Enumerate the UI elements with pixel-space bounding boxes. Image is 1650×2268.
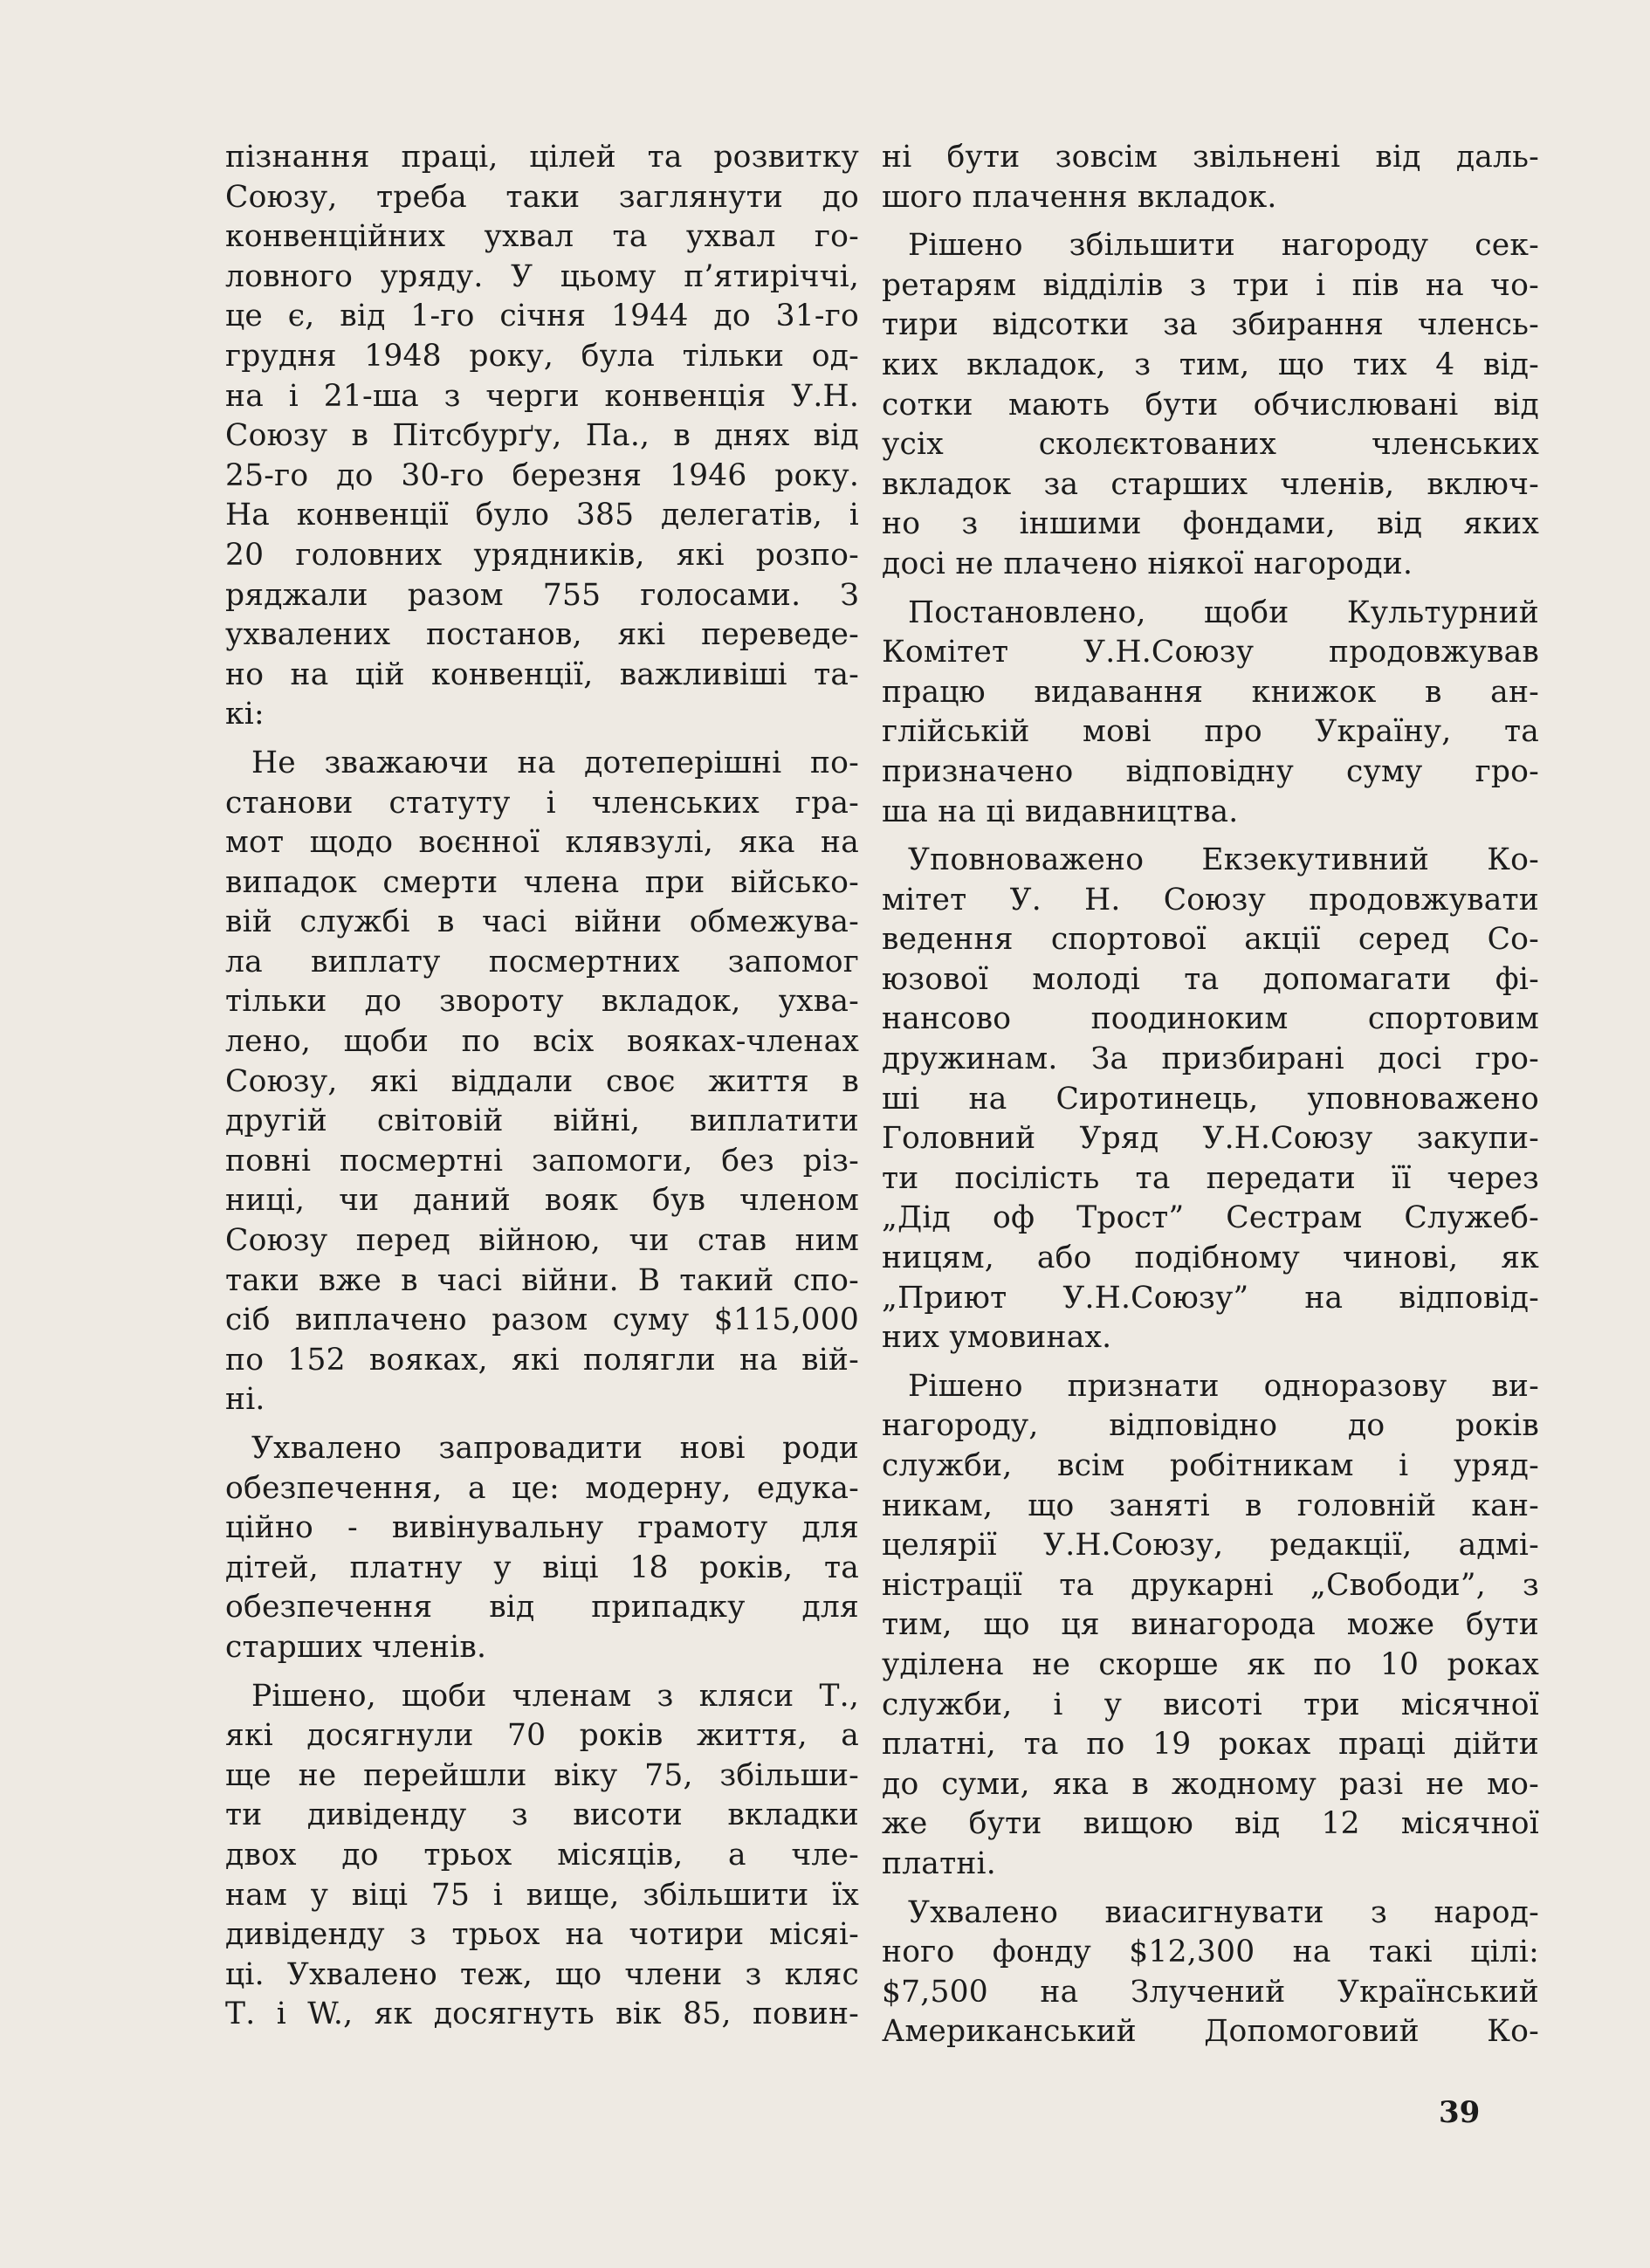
text-line: вкладок за старших членів, включ- bbox=[882, 466, 1539, 502]
text-line: повні посмертні запомоги, без різ- bbox=[225, 1143, 859, 1179]
text-line: ловного уряду. У цьому п’ятиріччі, bbox=[225, 258, 859, 294]
text-line: мот щодо воєнної клявзулі, яка на bbox=[225, 825, 859, 861]
text-line: Рішено признати одноразову ви- bbox=[908, 1368, 1539, 1404]
text-line: ти посілість та передати її через bbox=[882, 1160, 1539, 1196]
text-line: сіб виплачено разом суму $115,000 bbox=[225, 1302, 859, 1338]
text-line: ряджали разом 755 голосами. З bbox=[225, 577, 859, 613]
text-line: ного фонду $12,300 на такі цілі: bbox=[882, 1935, 1539, 1970]
text-line: обезпечення від припадку для bbox=[225, 1590, 859, 1625]
paragraph-gap bbox=[882, 832, 1539, 841]
text-line: Союзу, треба таки заглянути до bbox=[225, 179, 859, 215]
text-line: На конвенції було 385 делегатів, і bbox=[225, 498, 859, 533]
text-line: ні бути зовсім звільнені від даль- bbox=[882, 140, 1539, 175]
text-line: призначено відповідну суму гро- bbox=[882, 753, 1539, 789]
text-line: тільки до звороту вкладок, ухва- bbox=[225, 984, 859, 1020]
text-line: платні. bbox=[882, 1845, 996, 1881]
text-line: які досягнули 70 років життя, а bbox=[225, 1718, 859, 1754]
left-text-column bbox=[225, 138, 859, 2035]
text-line: же бути вищою від 12 місячної bbox=[882, 1806, 1539, 1842]
text-line: Постановлено, щоби Культурний bbox=[908, 594, 1539, 630]
text-line: Союзу, які віддали своє життя в bbox=[225, 1063, 859, 1099]
text-line: служби, і у висоті три місячної bbox=[882, 1687, 1539, 1722]
text-line: 25-го до 30-го березня 1946 року. bbox=[225, 457, 859, 493]
text-line: ла виплату посмертних запомог bbox=[225, 944, 859, 979]
text-line: $7,500 на Злучений Український bbox=[882, 1974, 1539, 2010]
text-line: них умовинах. bbox=[882, 1320, 1112, 1356]
text-line: Ухвалено запровадити нові роди bbox=[251, 1431, 859, 1466]
text-line: ницям, або подібному чинові, як bbox=[882, 1241, 1539, 1276]
text-line: дітей, платну у віці 18 років, та bbox=[225, 1550, 859, 1585]
right-text-column bbox=[882, 138, 1539, 2052]
text-line: грудня 1948 року, була тільки од- bbox=[225, 338, 859, 374]
text-line: обезпечення, а це: модерну, едука- bbox=[225, 1470, 859, 1506]
paragraph-gap bbox=[225, 1420, 859, 1429]
text-line: досі не плачено ніякої нагороди. bbox=[882, 546, 1413, 581]
text-line: юзової молоді та допомагати фі- bbox=[882, 961, 1539, 997]
text-line: ністрації та друкарні „Свободи”, з bbox=[882, 1567, 1539, 1603]
text-line: таки вже в часі війни. В такий спо- bbox=[225, 1262, 859, 1298]
text-line: уділена не скорше як по 10 роках bbox=[882, 1646, 1539, 1682]
text-line: Головний Уряд У.Н.Союзу закупи- bbox=[882, 1121, 1539, 1157]
text-line: на і 21-ша з черги конвенція У.Н. bbox=[225, 378, 859, 414]
text-line: нансово поодиноким спортовим bbox=[882, 1001, 1539, 1037]
text-line: станови статуту і членських гра- bbox=[225, 785, 859, 821]
text-line: ких вкладок, з тим, що тих 4 від- bbox=[882, 347, 1539, 382]
text-line: пізнання праці, цілей та розвитку bbox=[225, 140, 859, 175]
text-line: Союзу в Пітсбурґу, Па., в днях від bbox=[225, 418, 859, 454]
text-line: 20 головних урядників, які розпо- bbox=[225, 537, 859, 573]
text-line: Т. і W., як досягнуть вік 85, повин- bbox=[225, 1997, 859, 2032]
text-line: „Дід оф Трост” Сестрам Служеб- bbox=[882, 1200, 1539, 1236]
text-line: но з іншими фондами, від яких bbox=[882, 506, 1539, 542]
text-line: сотки мають бути обчислювані від bbox=[882, 387, 1539, 423]
text-line: Рішено, щоби членам з кляси Т., bbox=[251, 1678, 859, 1714]
text-line: мітет У. Н. Союзу продовжувати bbox=[882, 882, 1539, 918]
text-line: конвенційних ухвал та ухвал го- bbox=[225, 219, 859, 255]
text-line: ниці, чи даний вояк був членом bbox=[225, 1183, 859, 1219]
paragraph-gap bbox=[225, 1668, 859, 1677]
text-line: глійській мові про Україну, та bbox=[882, 714, 1539, 750]
text-line: платні, та по 19 роках праці дійти bbox=[882, 1727, 1539, 1763]
text-line: служби, всім робітникам і уряд- bbox=[882, 1448, 1539, 1483]
text-line: ти дивіденду з висоти вкладки bbox=[225, 1797, 859, 1833]
text-line: шого плачення вкладок. bbox=[882, 179, 1277, 215]
text-line: Рішено збільшити нагороду сек- bbox=[908, 228, 1539, 264]
text-line: ша на ці видавництва. bbox=[882, 794, 1239, 829]
text-line: лено, щоби по всіх вояках-членах bbox=[225, 1024, 859, 1060]
paragraph-gap bbox=[225, 735, 859, 744]
text-line: випадок смерти члена при військо- bbox=[225, 864, 859, 900]
paragraph-gap bbox=[882, 1885, 1539, 1893]
text-line: старших членів. bbox=[225, 1629, 487, 1665]
text-line: никам, що заняті в головній кан- bbox=[882, 1488, 1539, 1523]
text-line: ші на Сиротинець, уповноважено bbox=[882, 1081, 1539, 1117]
text-line: ретарям відділів з три і пів на чо- bbox=[882, 267, 1539, 303]
text-line: ухвалених постанов, які переведе- bbox=[225, 617, 859, 653]
text-line: до суми, яка в жодному разі не мо- bbox=[882, 1766, 1539, 1802]
paragraph-gap bbox=[882, 217, 1539, 226]
text-line: тири відсотки за збирання членсь- bbox=[882, 307, 1539, 343]
text-line: Не зважаючи на дотеперішні по- bbox=[251, 745, 859, 780]
text-line: но на цій конвенції, важливіші та- bbox=[225, 656, 859, 692]
text-line: ще не перейшли віку 75, збільши- bbox=[225, 1757, 859, 1793]
text-line: Ухвалено виасигнувати з народ- bbox=[908, 1894, 1539, 1930]
text-line: кі: bbox=[225, 697, 265, 732]
text-line: Союзу перед війною, чи став ним bbox=[225, 1223, 859, 1259]
text-line: ведення спортової акції серед Со- bbox=[882, 922, 1539, 958]
text-line: нам у віці 75 і вище, збільшити їх bbox=[225, 1877, 859, 1913]
text-line: усіх сколєктованих членських bbox=[882, 427, 1539, 463]
text-line: Американський Допомоговий Ко- bbox=[882, 2014, 1539, 2050]
text-line: ційно - вивінувальну грамоту для bbox=[225, 1510, 859, 1546]
text-line: по 152 вояках, які полягли на вій- bbox=[225, 1342, 859, 1378]
page-number: 39 bbox=[1439, 2095, 1481, 2130]
text-line: тим, що ця винагорода може бути bbox=[882, 1607, 1539, 1643]
paragraph-gap bbox=[882, 585, 1539, 594]
text-line: нагороду, відповідно до років bbox=[882, 1408, 1539, 1444]
text-line: це є, від 1-го січня 1944 до 31-го bbox=[225, 299, 859, 334]
paragraph-gap bbox=[882, 1358, 1539, 1367]
text-line: целярії У.Н.Союзу, редакції, адмі- bbox=[882, 1528, 1539, 1564]
text-line: вій службі в часі війни обмежува- bbox=[225, 904, 859, 940]
text-line: ні. bbox=[225, 1382, 265, 1418]
text-line: Уповноважено Екзекутивний Ко- bbox=[908, 842, 1539, 878]
text-line: двох до трьох місяців, а чле- bbox=[225, 1837, 859, 1873]
text-line: ці. Ухвалено теж, що члени з кляс bbox=[225, 1956, 859, 1992]
text-line: „Приют У.Н.Союзу” на відповід- bbox=[882, 1280, 1539, 1316]
text-line: другій світовій війні, виплатити bbox=[225, 1103, 859, 1139]
text-line: Комітет У.Н.Союзу продовжував bbox=[882, 635, 1539, 670]
text-line: працю видавання книжок в ан- bbox=[882, 674, 1539, 710]
text-line: дружинам. За призбирані досі гро- bbox=[882, 1041, 1539, 1077]
text-line: дивіденду з трьох на чотири місяі- bbox=[225, 1917, 859, 1953]
